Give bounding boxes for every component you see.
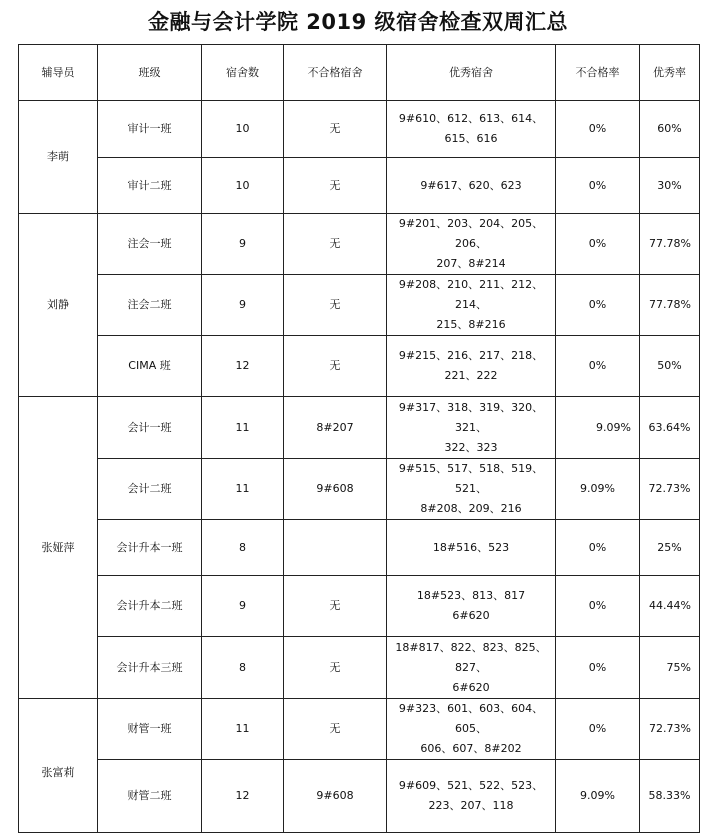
unqualified-rate-cell: 0%	[556, 214, 640, 275]
excellent-cell	[387, 637, 556, 699]
counselor-cell: 张娅萍	[19, 397, 98, 699]
excellent-line-1: 9#609、521、522、523、	[398, 779, 544, 792]
excellent-cell	[387, 760, 556, 833]
header-row	[19, 45, 700, 101]
unqualified-cell	[284, 520, 387, 576]
unqualified-cell: 9#608	[284, 459, 387, 520]
dorm-count-cell: 8	[202, 520, 284, 576]
table-row	[19, 336, 700, 397]
excellent-rate-cell: 72.73%	[640, 459, 700, 520]
unqualified-cell: 无	[284, 101, 387, 158]
excellent-cell	[387, 520, 556, 576]
unqualified-rate-cell: 0%	[556, 699, 640, 760]
dorm-count-cell: 12	[202, 760, 284, 833]
table-row	[19, 214, 700, 275]
unqualified-cell: 无	[284, 637, 387, 699]
dorm-count-cell: 8	[202, 637, 284, 699]
header-excellent-rate: 优秀率	[640, 45, 700, 101]
excellent-line-2: 8#208、209、216	[420, 502, 522, 515]
excellent-line-1: 9#208、210、211、212、214、	[398, 278, 544, 311]
excellent-line-1: 18#817、822、823、825、827、	[395, 640, 547, 674]
excellent-cell	[387, 275, 556, 336]
header-counselor: 辅导员	[19, 45, 98, 101]
excellent-rate-cell: 77.78%	[640, 275, 700, 336]
header-excellent: 优秀宿舍	[387, 45, 556, 101]
unqualified-rate-cell: 9.09%	[556, 459, 640, 520]
excellent-rate-cell: 72.73%	[640, 699, 700, 760]
class-cell: 会计一班	[98, 397, 202, 459]
header-unqualified: 不合格宿舍	[284, 45, 387, 101]
unqualified-cell: 8#207	[284, 397, 387, 459]
excellent-line-1: 9#617、620、623	[420, 178, 522, 192]
excellent-cell	[387, 214, 556, 275]
dorm-count-cell: 9	[202, 214, 284, 275]
unqualified-cell: 9#608	[284, 760, 387, 833]
unqualified-rate-cell: 0%	[556, 520, 640, 576]
unqualified-cell: 无	[284, 275, 387, 336]
unqualified-rate-cell: 9.09%	[556, 397, 640, 459]
unqualified-cell: 无	[284, 214, 387, 275]
excellent-line-1: 18#516、523	[432, 540, 510, 554]
class-cell: 审计二班	[98, 158, 202, 214]
dorm-count-cell: 11	[202, 459, 284, 520]
unqualified-rate-cell: 0%	[556, 101, 640, 158]
unqualified-cell: 无	[284, 699, 387, 760]
class-cell: 会计升本一班	[98, 520, 202, 576]
excellent-line-1: 9#201、203、204、205、206、	[398, 217, 544, 250]
unqualified-rate-cell: 0%	[556, 275, 640, 336]
excellent-line-2: 223、207、118	[428, 799, 514, 812]
excellent-rate-cell: 30%	[640, 158, 700, 214]
unqualified-rate-cell: 0%	[556, 336, 640, 397]
unqualified-cell: 无	[284, 158, 387, 214]
excellent-cell	[387, 459, 556, 520]
page-title: 金融与会计学院 2019 级宿舍检查双周汇总	[147, 10, 569, 34]
counselor-cell: 张富莉	[19, 699, 98, 833]
table-row	[19, 158, 700, 214]
class-cell: 会计升本三班	[98, 637, 202, 699]
excellent-line-1: 9#610、612、613、614、	[398, 112, 544, 125]
excellent-rate-cell: 63.64%	[640, 397, 700, 459]
excellent-cell	[387, 397, 556, 459]
class-cell: 财管二班	[98, 760, 202, 833]
unqualified-cell: 无	[284, 576, 387, 637]
dorm-summary-table	[18, 44, 700, 833]
excellent-line-1: 9#323、601、603、604、605、	[398, 702, 544, 735]
header-unqualified-rate: 不合格率	[556, 45, 640, 101]
header-class: 班级	[98, 45, 202, 101]
excellent-line-2: 6#620	[452, 680, 490, 694]
class-cell: CIMA 班	[98, 336, 202, 397]
excellent-line-1: 9#317、318、319、320、321、	[398, 400, 544, 434]
unqualified-rate-cell: 9.09%	[556, 760, 640, 833]
dorm-count-cell: 11	[202, 397, 284, 459]
table-row	[19, 760, 700, 833]
unqualified-rate-cell: 0%	[556, 637, 640, 699]
excellent-rate-cell: 50%	[640, 336, 700, 397]
excellent-rate-cell: 75%	[640, 637, 700, 699]
dorm-count-cell: 11	[202, 699, 284, 760]
table-row	[19, 459, 700, 520]
excellent-rate-cell: 25%	[640, 520, 700, 576]
table-row	[19, 637, 700, 699]
dorm-count-cell: 9	[202, 275, 284, 336]
header-dorm-count: 宿舍数	[202, 45, 284, 101]
class-cell: 审计一班	[98, 101, 202, 158]
excellent-line-2: 615、616	[444, 132, 498, 145]
excellent-line-1: 18#523、813、817	[416, 589, 526, 602]
excellent-line-2: 606、607、8#202	[420, 742, 522, 755]
dorm-count-cell: 9	[202, 576, 284, 637]
excellent-cell	[387, 336, 556, 397]
excellent-line-2: 215、8#216	[436, 318, 506, 331]
counselor-cell: 李萌	[19, 101, 98, 214]
excellent-rate-cell: 44.44%	[640, 576, 700, 637]
excellent-line-1: 9#215、216、217、218、	[398, 349, 544, 362]
excellent-rate-cell: 77.78%	[640, 214, 700, 275]
dorm-count-cell: 10	[202, 158, 284, 214]
table-row	[19, 699, 700, 760]
dorm-count-cell: 10	[202, 101, 284, 158]
excellent-line-2: 221、222	[444, 369, 498, 382]
class-cell: 注会一班	[98, 214, 202, 275]
class-cell: 会计二班	[98, 459, 202, 520]
excellent-cell	[387, 699, 556, 760]
dorm-count-cell: 12	[202, 336, 284, 397]
excellent-rate-cell: 58.33%	[640, 760, 700, 833]
table-row	[19, 576, 700, 637]
table-row	[19, 520, 700, 576]
table-row	[19, 397, 700, 459]
excellent-line-2: 322、323	[444, 440, 498, 454]
excellent-line-1: 9#515、517、518、519、521、	[398, 462, 544, 495]
class-cell: 会计升本二班	[98, 576, 202, 637]
counselor-cell: 刘静	[19, 214, 98, 397]
excellent-cell	[387, 101, 556, 158]
unqualified-rate-cell: 0%	[556, 576, 640, 637]
unqualified-rate-cell: 0%	[556, 158, 640, 214]
excellent-line-2: 207、8#214	[436, 257, 506, 270]
table-row	[19, 101, 700, 158]
class-cell: 注会二班	[98, 275, 202, 336]
unqualified-cell: 无	[284, 336, 387, 397]
table-row	[19, 275, 700, 336]
excellent-cell	[387, 158, 556, 214]
excellent-line-2: 6#620	[452, 609, 490, 622]
excellent-rate-cell: 60%	[640, 101, 700, 158]
excellent-cell	[387, 576, 556, 637]
class-cell: 财管一班	[98, 699, 202, 760]
